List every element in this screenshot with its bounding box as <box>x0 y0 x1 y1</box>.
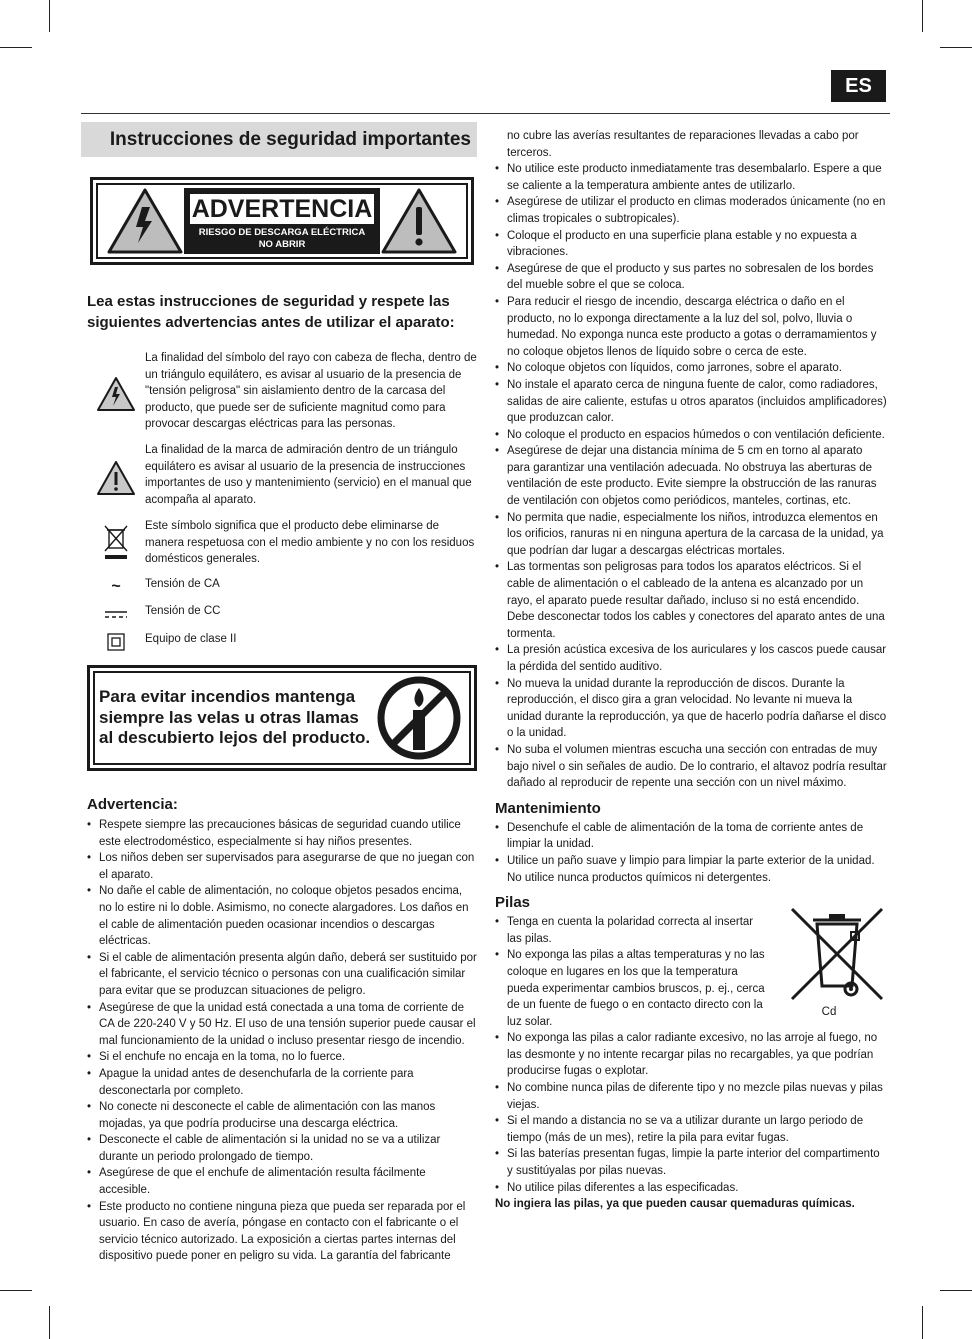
pilas-heading: Pilas <box>495 894 531 912</box>
list-item: • Apague la unidad antes de desenchufarla de la corriente para desconectarla por completo. <box>87 1066 477 1099</box>
symbol-row <box>87 576 477 598</box>
list-item: • No exponga las pilas a calor radiante excesivo, no las arroje al fuego, no las desmonte y no intente recargar pilas no recargables, ya que podrían producirse fugas o explotar. <box>495 1030 887 1080</box>
warning-title: ADVERTENCIA <box>191 195 373 223</box>
crossed-bin-icon <box>789 906 885 1004</box>
symbol-description: Este símbolo significa que el producto debe eliminarse de manera respetuosa con el medio ambiente y no con los residuos domésticos generales. <box>145 520 475 566</box>
advertencia-list <box>87 817 477 1265</box>
mantenimiento-heading: Mantenimiento <box>495 799 601 817</box>
list-item: • Si el mando a distancia no se va a utilizar durante un largo periodo de tiempo (más de un mes), retire la pila para evitar fugas. <box>495 1113 887 1146</box>
ac-tilde-icon: ~ <box>111 577 121 595</box>
safety-list <box>495 161 887 792</box>
crop-mark <box>940 47 972 48</box>
crop-mark <box>922 0 923 32</box>
symbol-description: Equipo de clase II <box>145 633 237 645</box>
list-item: • Respete siempre las precauciones básicas de seguridad cuando utilice este electrodoméstico, especialmente si hay niños presentes. <box>87 817 477 850</box>
header-rule <box>81 113 890 114</box>
fire-warning-text: Para evitar incendios mantenga siempre las velas u otras llamas al descubierto lejos del producto. <box>99 687 371 748</box>
list-item: • No mueva la unidad durante la reproducción de discos. Durante la reproducción, el disco gira a gran velocidad. No levante ni mueva la unidad durante la reproducción, ya que de hacerlo podría dañarse el disco o la unidad. <box>495 676 887 742</box>
list-item: • No permita que nadie, especialmente los niños, introduzca elementos en los orificios, ranuras ni en ninguna apertura de la carcasa de la unidad, ya que podrían dar lugar a descargas eléctricas mortales. <box>495 510 887 560</box>
list-item: • Si el enchufe no encaja en la toma, no lo fuerce. <box>87 1049 477 1066</box>
crop-mark <box>0 1290 32 1291</box>
section-title: Instrucciones de seguridad importantes <box>81 122 477 157</box>
crop-mark <box>49 1306 50 1339</box>
symbol-row <box>87 631 477 653</box>
list-item: • No coloque el producto en espacios húmedos o con ventilación deficiente. <box>495 427 887 444</box>
list-item: • Asegúrese de dejar una distancia mínima de 5 cm en torno al aparato para garantizar una ventilación adecuada. No obstruya las aberturas de ventilación de este producto. Evite siempre la obstrucción de las ranuras de ventilación con objetos como periódicos, manteles, cortinas, etc. <box>495 443 887 509</box>
list-item: • No suba el volumen mientras escucha una sección con entradas de muy bajo nivel o sin señales de audio. De lo contrario, el altavoz podría resultar dañado al reproducir de repente una sección con un nivel máximo. <box>495 742 887 792</box>
class-two-icon <box>107 633 125 651</box>
list-item: • Si el cable de alimentación presenta algún daño, deberá ser sustituido por el fabricante, el servicio técnico o personas con una cualificación similar para evitar que se produzcan situaciones de peligro. <box>87 950 477 1000</box>
warning-label <box>90 177 474 265</box>
left-column <box>81 122 477 1265</box>
mantenimiento-list <box>495 820 887 886</box>
symbol-description: Tensión de CA <box>145 578 220 590</box>
list-item: • No coloque objetos con líquidos, como jarrones, sobre el aparato. <box>495 360 887 377</box>
symbol-row <box>87 350 477 438</box>
list-item: • No exponga las pilas a altas temperaturas y no las coloque en lugares en los que la temperatura pueda experimentar cambios bruscos, p. ej., cerca de un fuente de fuego o en contacto directo con la luz solar. <box>495 947 765 1030</box>
list-item: • No utilice este producto inmediatamente tras desembalarlo. Espere a que se caliente a la temperatura ambiente antes de utilizarlo. <box>495 161 887 194</box>
symbol-description: Tensión de CC <box>145 605 221 617</box>
exclamation-triangle-icon <box>380 187 458 255</box>
list-item: • Este producto no contiene ninguna pieza que pueda ser reparada por el usuario. En caso de avería, póngase en contacto con el fabricante o el servicio técnico autorizado. La exposición a ciertas partes internas del dispositivo puede poner en peligro su vida. La garantía del fabricante <box>87 1199 477 1265</box>
exclamation-triangle-icon <box>96 460 136 496</box>
dc-symbol-icon <box>103 609 129 619</box>
symbol-list <box>81 350 477 653</box>
warning-center-panel <box>184 188 380 254</box>
crop-mark <box>922 1306 923 1339</box>
continuation-text: no cubre las averías resultantes de reparaciones llevadas a cabo por terceros. <box>507 130 859 159</box>
pilas-section <box>495 914 887 1213</box>
list-item: • La presión acústica excesiva de los auriculares y los cascos puede causar la pérdida del sentido auditivo. <box>495 642 887 675</box>
lightning-triangle-icon <box>106 187 184 255</box>
list-item: • No utilice pilas diferentes a las especificadas. <box>495 1180 887 1197</box>
list-item: • Tenga en cuenta la polaridad correcta al insertar las pilas. <box>495 914 765 947</box>
intro-text: Lea estas instrucciones de seguridad y respete las siguientes advertencias antes de utilizar el aparato: <box>87 293 455 331</box>
list-item: • Los niños deben ser supervisados para asegurarse de que no juegan con el aparato. <box>87 850 477 883</box>
symbol-row <box>87 603 477 625</box>
symbol-description: La finalidad de la marca de admiración dentro de un triángulo equilátero es avisar al usuario de la presencia de instrucciones importantes de uso y mantenimiento (servicio) en el manual que acompaña al aparato. <box>145 444 472 506</box>
no-open-flame-icon <box>375 674 463 762</box>
list-item: • No conecte ni desconecte el cable de alimentación con las manos mojadas, ya que podría producirse una descarga eléctrica. <box>87 1099 477 1132</box>
list-item: • No dañe el cable de alimentación, no coloque objetos pesados encima, no lo estire ni lo doble. Asimismo, no conecte alargadores. Los daños en el cable de alimentación pueden ocasionar incendios o descargas eléctricas. <box>87 883 477 949</box>
symbol-row <box>87 518 477 568</box>
list-item: • Asegúrese de que el producto y sus partes no sobresalen de los bordes del mueble sobre el que se coloca. <box>495 261 887 294</box>
warning-subtitle: RIESGO DE DESCARGA ELÉCTRICA <box>198 227 366 238</box>
list-item: • Desconecte el cable de alimentación si la unidad no se va a utilizar durante un periodo prolongado de tiempo. <box>87 1132 477 1165</box>
crossed-bin-icon <box>102 524 130 562</box>
fire-warning-box <box>87 665 477 771</box>
symbol-description: La finalidad del símbolo del rayo con cabeza de flecha, dentro de un triángulo equilátero, es avisar al usuario de la presencia de "tensión peligrosa" sin aislamiento dentro de la carcasa del producto, que puede ser de suficiente magnitud como para provocar descargas eléctricas para las personas. <box>145 352 477 431</box>
crop-mark <box>0 47 32 48</box>
list-item: • No instale el aparato cerca de ninguna fuente de calor, como radiadores, salidas de aire caliente, estufas u otros aparatos (incluidos amplificadores) que produzcan calor. <box>495 377 887 427</box>
advertencia-heading: Advertencia: <box>87 796 178 813</box>
language-tab: ES <box>831 70 886 102</box>
lightning-triangle-icon <box>96 376 136 412</box>
crop-mark <box>940 1290 972 1291</box>
warning-subtitle: NO ABRIR <box>258 239 306 250</box>
list-item: • Asegúrese de utilizar el producto en climas moderados únicamente (no en climas tropicales o subtropicales). <box>495 194 887 227</box>
crop-mark <box>49 0 50 32</box>
list-item: • Coloque el producto en una superficie plana estable y no expuesta a vibraciones. <box>495 228 887 261</box>
final-warning: No ingiera las pilas, ya que pueden causar quemaduras químicas. <box>495 1198 855 1211</box>
right-column <box>495 128 887 1213</box>
list-item: • Para reducir el riesgo de incendio, descarga eléctrica o daño en el producto, no lo exponga directamente a la luz del sol, polvo, lluvia o humedad. No exponga nunca este producto a gotas o derramamientos y no coloque objetos llenos de líquido sobre o cerca de este. <box>495 294 887 360</box>
symbol-row <box>87 442 477 514</box>
list-item: • Si las baterías presentan fugas, limpie la parte interior del compartimento y sustitúyalas por pilas nuevas. <box>495 1146 887 1179</box>
battery-disposal-symbol <box>789 906 885 1018</box>
list-item: • Asegúrese de que la unidad está conectada a una toma de corriente de CA de 220-240 V y 50 Hz. El uso de una tensión superior puede causar el mal funcionamiento de la unidad o incluso presentar riesgo de incendio. <box>87 1000 477 1050</box>
list-item: • Utilice un paño suave y limpio para limpiar la parte exterior de la unidad. No utilice nunca productos químicos ni detergentes. <box>495 853 887 886</box>
list-item: • No combine nunca pilas de diferente tipo y no mezcle pilas nuevas y pilas viejas. <box>495 1080 887 1113</box>
list-item: • Asegúrese de que el enchufe de alimentación resulta fácilmente accesible. <box>87 1165 477 1198</box>
bin-label: Cd <box>821 1006 837 1019</box>
list-item: • Las tormentas son peligrosas para todos los aparatos eléctricos. Si el cable de alimentación o el cableado de la antena es alcanzado por un rayo, el aparato puede resultar dañado, incluso si no está encendido. Debe desconectar todos los cables y conectores del aparato antes de una tormenta. <box>495 559 887 642</box>
list-item: • Desenchufe el cable de alimentación de la toma de corriente antes de limpiar la unidad. <box>495 820 887 853</box>
